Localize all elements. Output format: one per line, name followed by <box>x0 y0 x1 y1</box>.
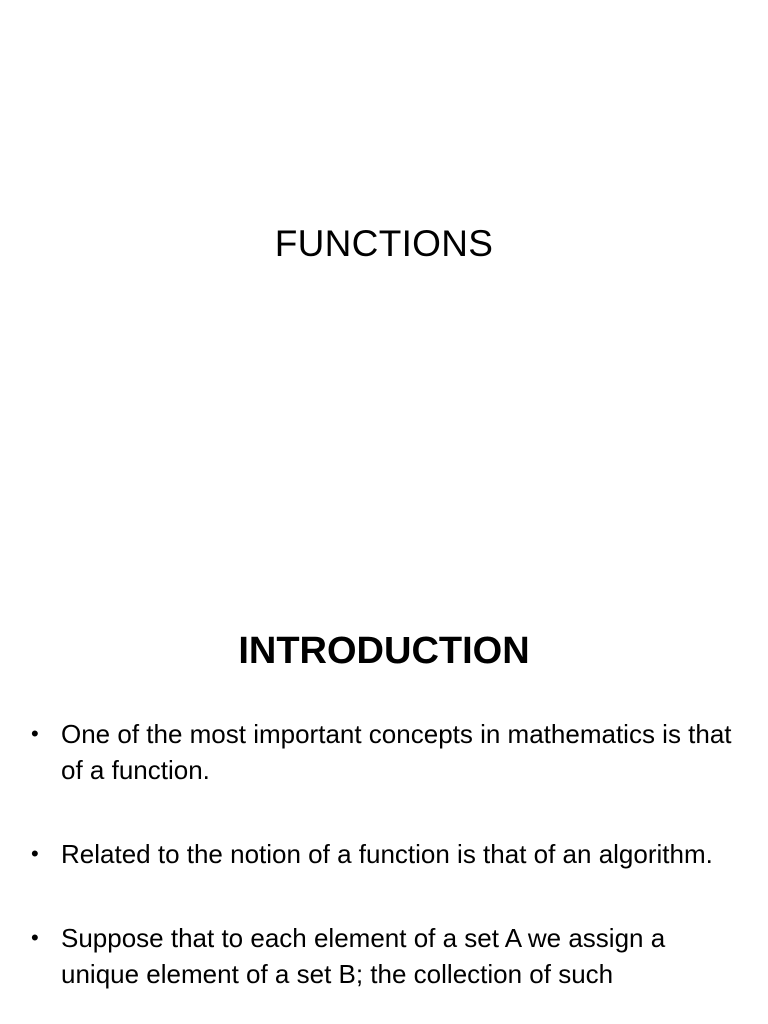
bullet-text: Suppose that to each element of a set A we assign a unique element of a set B; the collection of such <box>61 923 666 989</box>
bullet-icon: • <box>31 925 39 950</box>
section-heading: INTRODUCTION <box>238 630 530 672</box>
bullet-text: One of the most important concepts in mathematics is that of a function. <box>61 719 732 785</box>
slide-title: FUNCTIONS <box>274 223 494 264</box>
bullet-item <box>0 920 768 992</box>
bullet-icon: • <box>31 841 39 866</box>
bullet-item <box>0 716 768 788</box>
bullet-text: Related to the notion of a function is that of an algorithm. <box>61 839 713 869</box>
bullet-list <box>0 716 768 1024</box>
introduction-slide <box>0 576 768 1024</box>
bullet-icon: • <box>31 721 39 746</box>
bullet-item <box>0 836 768 872</box>
